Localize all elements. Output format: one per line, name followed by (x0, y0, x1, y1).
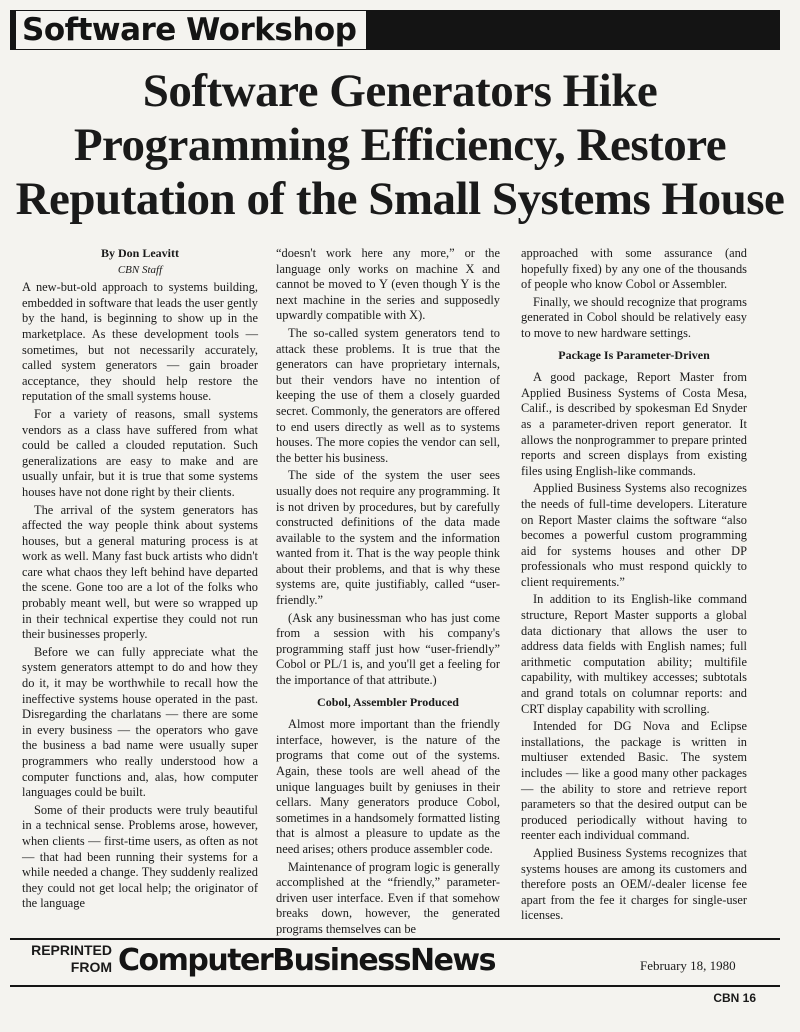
paragraph: Intended for DG Nova and Eclipse installations, the package is written in multiuser extended Basic. The system includes — like a good many other packages — the ability to store and retrieve report parameters so that the desired output can be produced periodically without having to reenter each individual command. (521, 719, 747, 843)
headline: Software Generators Hike Programming Efficiency, Restore Reputation of the Small Systems House (15, 65, 785, 225)
footer-rule-bottom (10, 985, 780, 987)
publication-masthead: ComputerBusinessNews (118, 943, 496, 978)
paragraph: Finally, we should recognize that programs generated in Cobol should be relatively easy to move to new hardware settings. (521, 294, 747, 340)
staff-credit: CBN Staff (117, 263, 163, 276)
paragraph: For a variety of reasons, small systems vendors as a class have suffered from what could be called a clouded reputation. Such generalizations are easy to make and are usually unfair, but it is true that some systems houses have not done right by their clients. (22, 406, 258, 499)
paragraph: The arrival of the system generators has affected the way people think about systems houses, but a general maturing process is at work as well. Many fast buck artists who didn't care what chaos they left behind have departed the scene. Gone too are a lot of the folks who probably meant well, but were so wrapped up in their technical expertise they could not run their businesses properly. (22, 502, 258, 642)
section-banner-label: Software Workshop (16, 11, 366, 49)
section-banner (10, 10, 780, 50)
paragraph: Applied Business Systems recognizes that systems houses are among its customers and therefore posts an OEM/-dealer license fee apart from the fee it charges for single-user licenses. (521, 845, 747, 923)
paragraph: “doesn't work here any more,” or the language only works on machine X and cannot be moved to Y (even though Y is the next machine in the series and supposedly upwardly compatible with X). (276, 246, 500, 323)
paragraph: Almost more important than the friendly interface, however, is the nature of the programs that come out of the systems. Again, these tools are well ahead of the unique languages built by geniuses in their cellars. Many generators produce Cobol, sometimes in a handsomely formatted listing that is almost a pleasure to update as the need arises; others produce assembler code. (276, 717, 500, 856)
paragraph: (Ask any businessman who has just come from a session with his company's programming staff just how “user-friendly” Cobol or PL/1 is, and you'll get a feeling for the importance of that attribute.) (276, 610, 500, 688)
column-1 (22, 246, 258, 914)
column-3 (521, 246, 747, 926)
paragraph: The so-called system generators tend to attack these problems. It is true that the generators can have proprietary internals, but their vendors have no intention of keeping the use of them a closely guarded secret. Commonly, the generators are offered to end users directly as well as to systems houses. The more copies the vendor can sell, the better his business. (276, 325, 500, 465)
paragraph: approached with some assurance (and hopefully fixed) by any one of the thousands of people who know Cobol or Assembler. (521, 246, 747, 292)
reprinted-from-label (16, 942, 112, 976)
paragraph: A good package, Report Master from Applied Business Systems of Costa Mesa, Calif., is described by spokesman Ed Snyder as a parameter-driven report generator. It allows the nonprogrammer to prepare printed reports and screen displays from existing files using English-like commands. (521, 370, 747, 478)
paragraph: The side of the system the user sees usually does not require any programming. It is not driven by procedures, but by carefully constructed definitions of the data made available to the system and the information wanted from it. That is the way people think about their problems, and that is why these systems are, quite justifiably, called “user-friendly.” (276, 468, 501, 608)
page-reference: CBN 16 (713, 991, 756, 1005)
publication-date: February 18, 1980 (640, 958, 736, 973)
column-2 (276, 246, 500, 940)
paragraph: Before we can fully appreciate what the system generators attempt to do and how they do it, it may be worthwhile to recall how the ineffective systems house operated in the past. Disregarding the charlatans — there are some in every business — the operators who gave the business a bad name were usually super programmers who really understood how a computer functions and, alas, how computer languages could be built. (22, 644, 258, 800)
footer-rule-top (10, 938, 780, 940)
subhead-cobol-assembler: Cobol, Assembler Produced (317, 694, 459, 709)
paragraph: In addition to its English-like command structure, Report Master supports a global data dictionary that allows the user to address data fields with English names; full arithmetic computation ability; multifile capability, with multikey accesses; subtotals and grand totals on columnar reports: and CRT display capability with scrolling. (521, 592, 747, 716)
byline: By Don Leavitt (101, 246, 179, 260)
reprinted-text: REPRINTED (31, 942, 112, 958)
paragraph: Some of their products were truly beautiful in a technical sense. Problems arose, however, when clients — first-time users, as often as not — that had been running their systems for a while needed a change. They suddenly realized they could not get local help; the originator of the language (22, 802, 258, 911)
paragraph: Maintenance of program logic is generally accomplished at the “friendly,” parameter-driven user interface. Even if that somehow breaks down, however, the generated programs themselves can be (276, 859, 500, 936)
from-text: FROM (70, 959, 112, 975)
paragraph: Applied Business Systems also recognizes the needs of full-time developers. Literature on Report Master claims the software “also becomes a powerful custom programming aid for systems houses and other DP professionals who must respond quickly to client requirements.” (521, 481, 747, 589)
paragraph: A new-but-old approach to systems building, embedded in software that leads the user gently by the hand, is beginning to show up in the marketplace. As these development tools — sometimes, but not necessarily accurately, called system generators — gain broader acceptance, they should help restore the reputation of the small systems house. (22, 280, 258, 404)
subhead-parameter-driven: Package Is Parameter-Driven (558, 347, 710, 362)
